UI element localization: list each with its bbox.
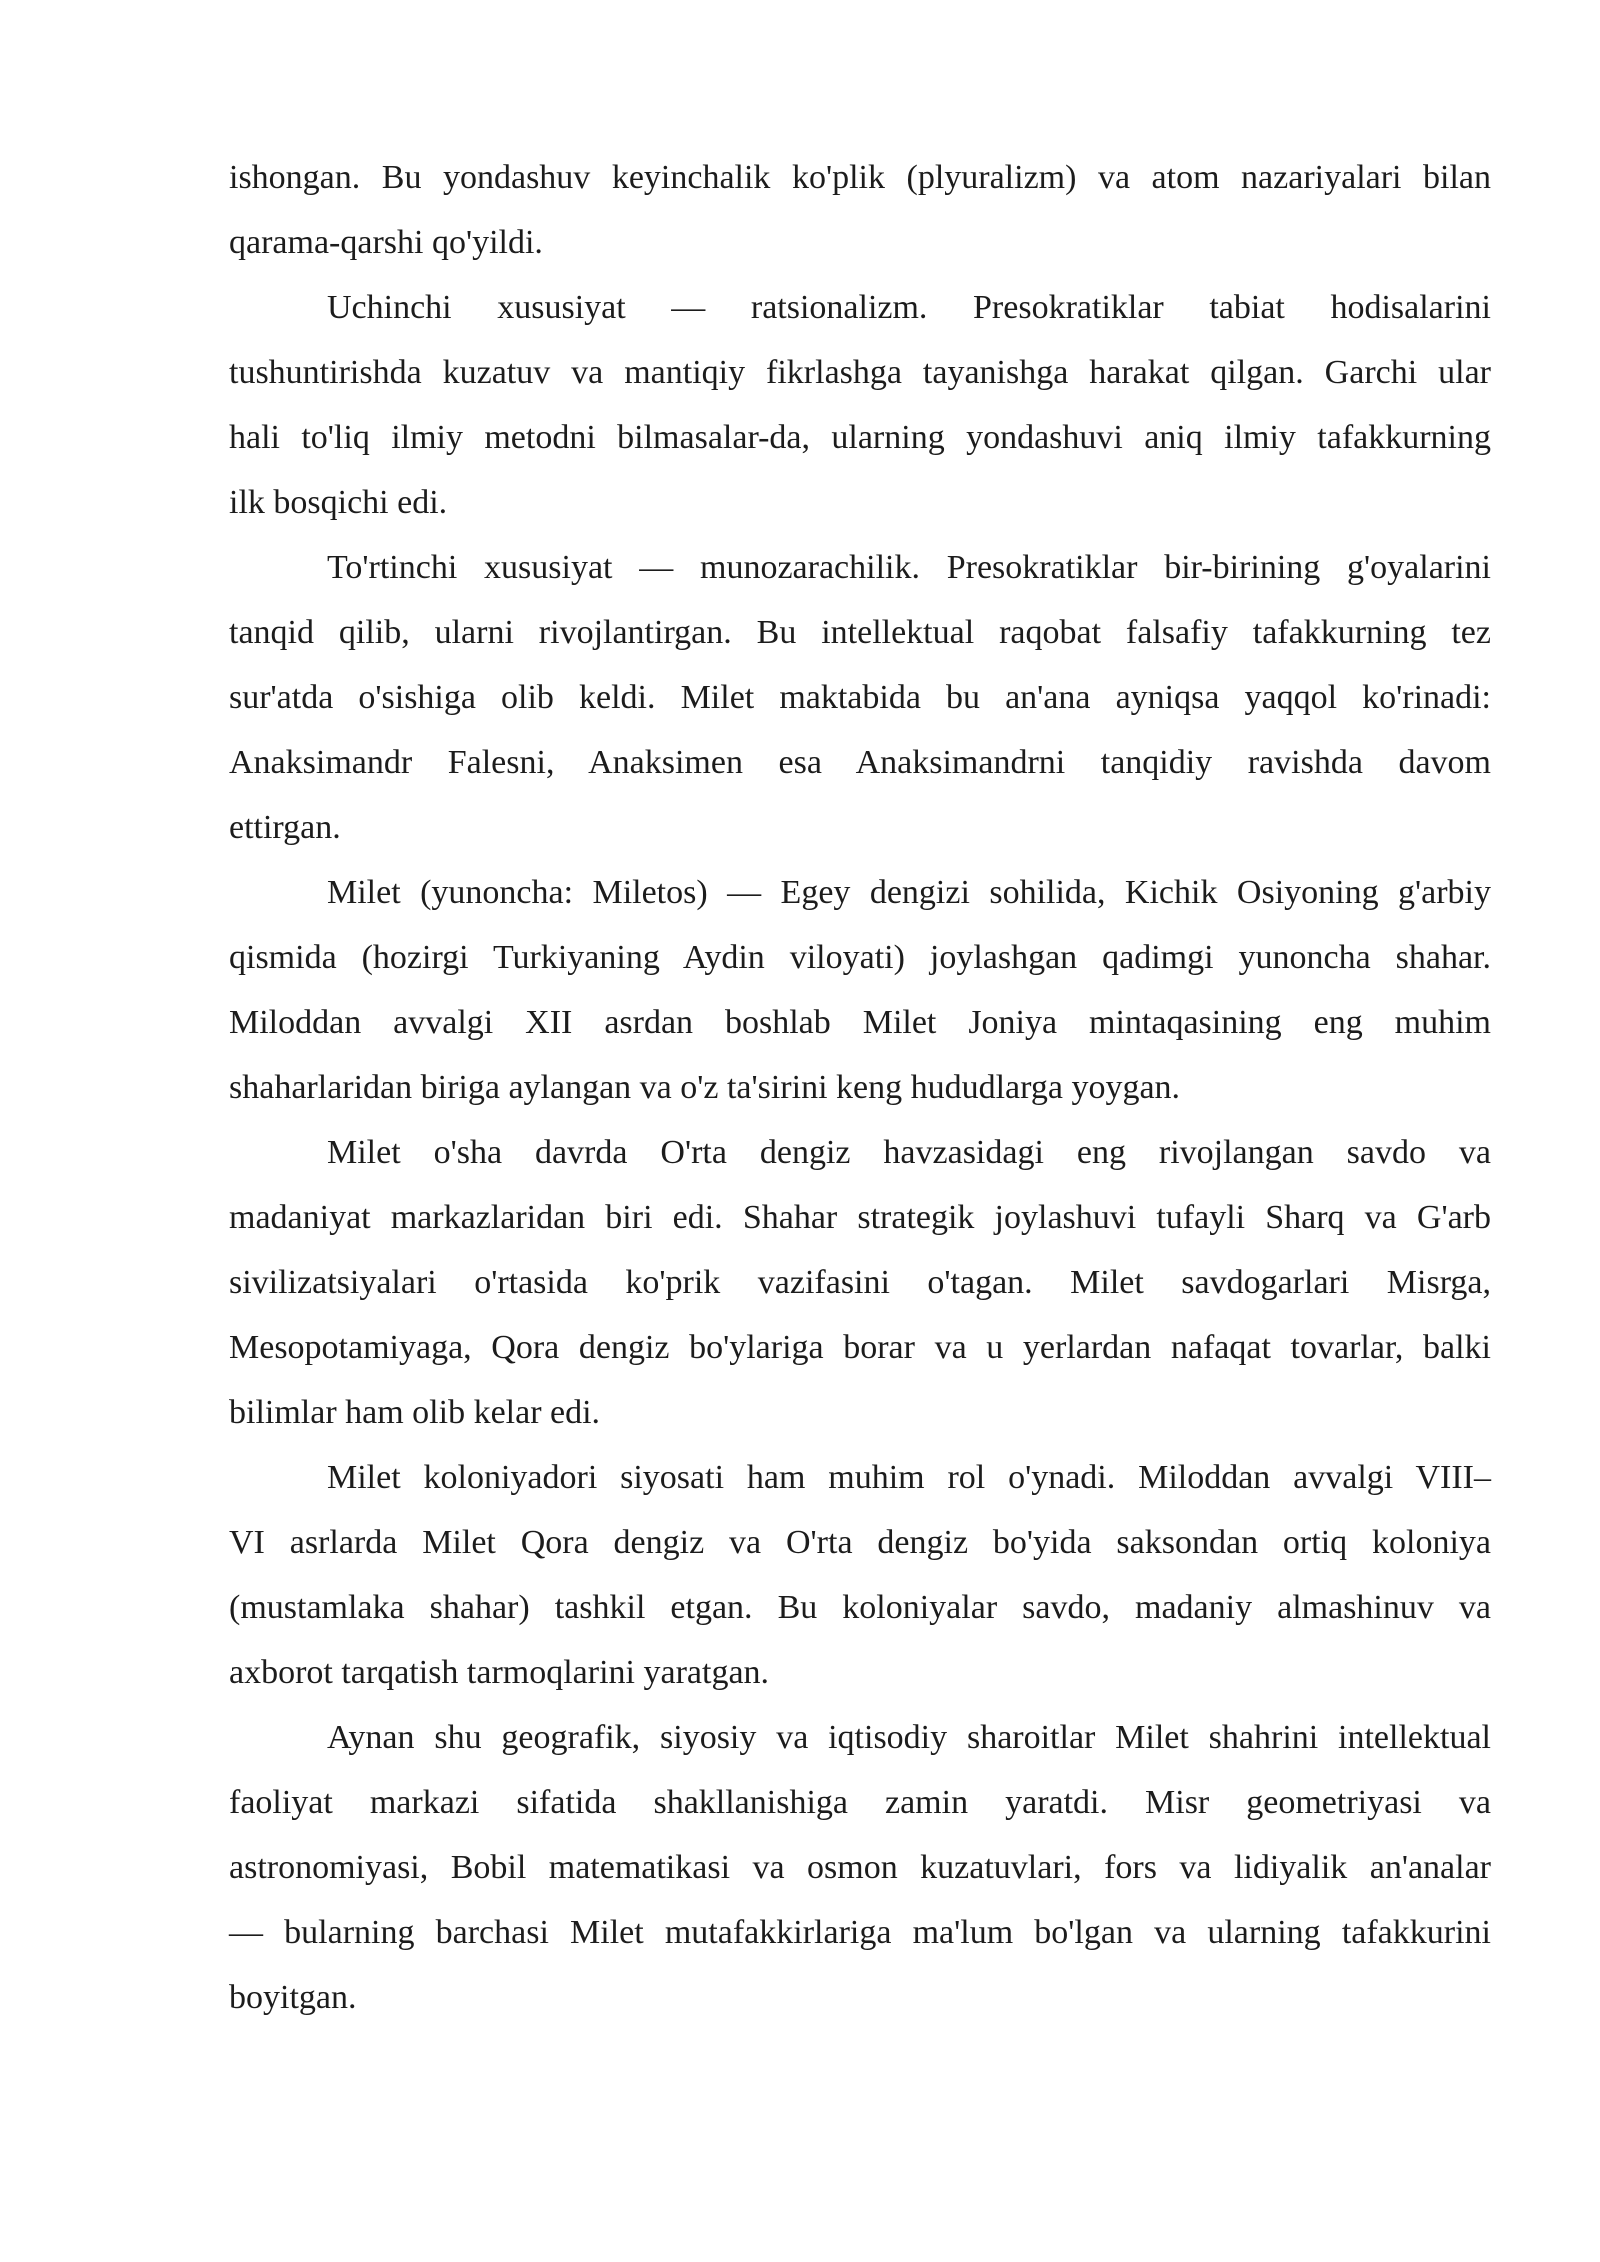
text-line: sivilizatsiyalari o'rtasida ko'prik vazifasini o'tagan. Milet savdogarlari Misrga, bbox=[229, 1264, 1491, 1301]
text-line: ettirgan. bbox=[229, 809, 341, 846]
text-line: astronomiyasi, Bobil matematikasi va osmon kuzatuvlari, fors va lidiyalik an'analar bbox=[229, 1849, 1491, 1886]
text-line: bilimlar ham olib kelar edi. bbox=[229, 1394, 601, 1431]
text-line: hali to'liq ilmiy metodni bilmasalar-da, ularning yondashuvi aniq ilmiy tafakkurning bbox=[229, 419, 1491, 456]
text-line: faoliyat markazi sifatida shakllanishiga zamin yaratdi. Misr geometriyasi va bbox=[229, 1784, 1491, 1821]
paragraph-rationalism bbox=[229, 275, 1491, 535]
text-line: qismida (hozirgi Turkiyaning Aydin viloyati) joylashgan qadimgi yunoncha shahar. bbox=[229, 939, 1491, 976]
text-line: Miloddan avvalgi XII asrdan boshlab Milet Joniya mintaqasining eng muhim bbox=[229, 1004, 1491, 1041]
text-line: — bularning barchasi Milet mutafakkirlariga ma'lum bo'lgan va ularning tafakkurini bbox=[229, 1914, 1491, 1951]
paragraph-miletus-location bbox=[229, 860, 1491, 1120]
text-line: Anaksimandr Falesni, Anaksimen esa Anaksimandrni tanqidiy ravishda davom bbox=[229, 744, 1491, 781]
text-line: (mustamlaka shahar) tashkil etgan. Bu koloniyalar savdo, madaniy almashinuv va bbox=[229, 1589, 1491, 1626]
paragraph-colonies bbox=[229, 1445, 1491, 1705]
text-line: qarama-qarshi qo'yildi. bbox=[229, 224, 543, 261]
paragraph-debate bbox=[229, 535, 1491, 860]
text-line: sur'atda o'sishiga olib keldi. Milet maktabida bu an'ana ayniqsa yaqqol ko'rinadi: bbox=[229, 679, 1491, 716]
text-line: Mesopotamiyaga, Qora dengiz bo'ylariga borar va u yerlardan nafaqat tovarlar, balki bbox=[229, 1329, 1491, 1366]
paragraph-intellectual-center bbox=[229, 1705, 1491, 2030]
text-line: tanqid qilib, ularni rivojlantirgan. Bu intellektual raqobat falsafiy tafakkurning tez bbox=[229, 614, 1491, 651]
text-line: To'rtinchi xususiyat — munozarachilik. Presokratiklar bir-birining g'oyalarini bbox=[327, 549, 1491, 586]
text-line: Aynan shu geografik, siyosiy va iqtisodiy sharoitlar Milet shahrini intellektual bbox=[327, 1719, 1491, 1756]
text-line: VI asrlarda Milet Qora dengiz va O'rta dengiz bo'yida saksondan ortiq koloniya bbox=[229, 1524, 1491, 1561]
text-line: ilk bosqichi edi. bbox=[229, 484, 448, 521]
text-line: Uchinchi xususiyat — ratsionalizm. Presokratiklar tabiat hodisalarini bbox=[327, 289, 1491, 326]
text-line: axborot tarqatish tarmoqlarini yaratgan. bbox=[229, 1654, 770, 1691]
text-line: ishongan. Bu yondashuv keyinchalik ko'plik (plyuralizm) va atom nazariyalari bilan bbox=[229, 159, 1491, 196]
text-line: Milet o'sha davrda O'rta dengiz havzasidagi eng rivojlangan savdo va bbox=[327, 1134, 1491, 1171]
text-line: Milet (yunoncha: Miletos) — Egey dengizi sohilida, Kichik Osiyoning g'arbiy bbox=[327, 874, 1491, 911]
paragraph-miletus-trade bbox=[229, 1120, 1491, 1445]
text-line: tushuntirishda kuzatuv va mantiqiy fikrlashga tayanishga harakat qilgan. Garchi ular bbox=[229, 354, 1491, 391]
body-text bbox=[229, 145, 1491, 2030]
text-line: Milet koloniyadori siyosati ham muhim rol o'ynadi. Miloddan avvalgi VIII– bbox=[327, 1459, 1491, 1496]
text-line: boyitgan. bbox=[229, 1979, 357, 2016]
text-line: shaharlaridan biriga aylangan va o'z ta'sirini keng hududlarga yoygan. bbox=[229, 1069, 1181, 1106]
text-line: madaniyat markazlaridan biri edi. Shahar strategik joylashuvi tufayli Sharq va G'arb bbox=[229, 1199, 1491, 1236]
paragraph-continuation bbox=[229, 145, 1491, 275]
